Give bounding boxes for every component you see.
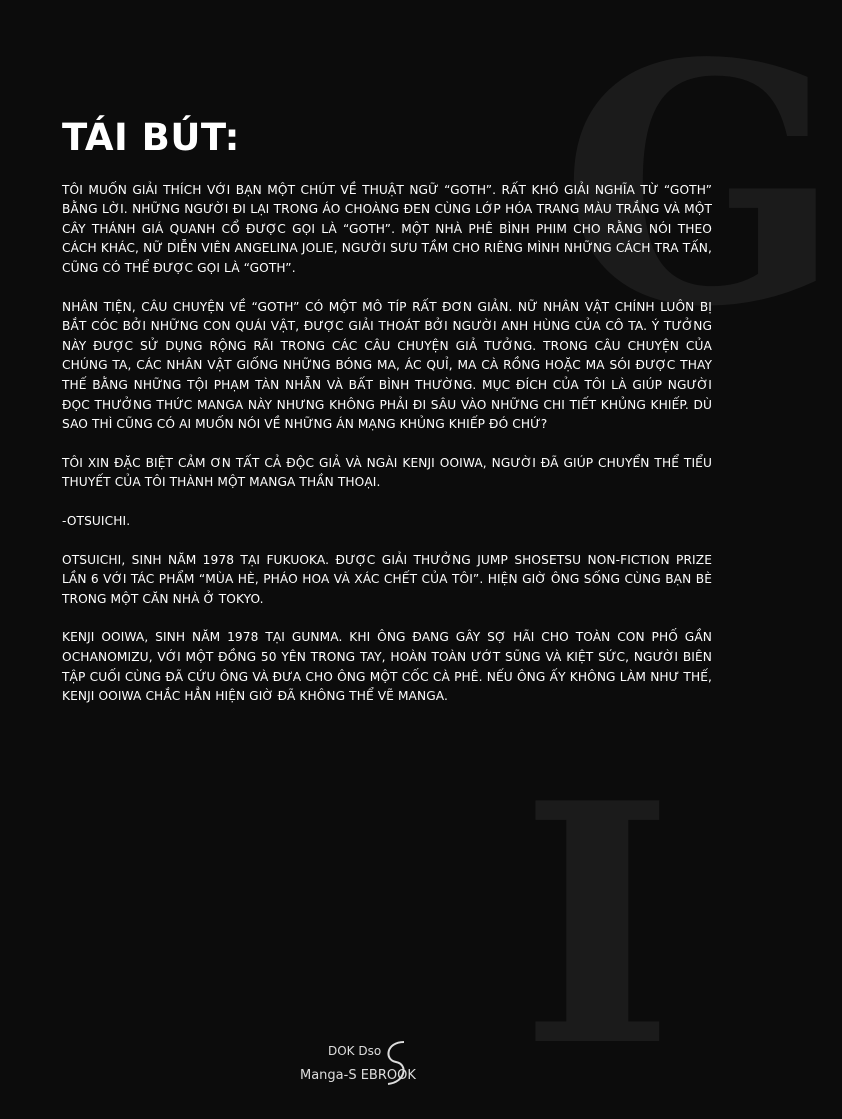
background-watermark-bottom: I <box>520 731 675 1119</box>
postscript-content <box>62 118 712 726</box>
paragraph-otsuichi-bio: OTSUICHI, SINH NĂM 1978 TẠI FUKUOKA. ĐƯỢC GIẢI THƯỞNG JUMP SHOSETSU NON-FICTION PRIZE LẦN 6 VỚI TÁC PHẨM “MÙA HÈ, PHÁO HOA VÀ XÁC CHẾT CỦA TÔI”. HIỆN GIỜ ÔNG SỐNG CÙNG BẠN BÈ TRONG MỘT CĂN NHÀ Ở TOKYO. <box>62 552 712 606</box>
background-watermark-top: G <box>560 0 842 379</box>
credit-line-1: DOK Dso <box>328 1044 382 1058</box>
paragraph-thanks: TÔI XIN ĐẶC BIỆT CẢM ƠN TẤT CẢ ĐỘC GIẢ VÀ NGÀI KENJI OOIWA, NGƯỜI ĐÃ GIÚP CHUYỂN THỂ TIỂU THUYẾT CỦA TÔI THÀNH MỘT MANGA THẦN THOẠI. <box>62 455 712 490</box>
credit-line-2: Manga-S EBROOK <box>300 1068 416 1083</box>
paragraph-goth-definition: TÔI MUỐN GIẢI THÍCH VỚI BẠN MỘT CHÚT VỀ THUẬT NGỮ “GOTH”. RẤT KHÓ GIẢI NGHĨA TỪ “GOTH” BẰNG LỜI. NHỮNG NGƯỜI ĐI LẠI TRONG ÁO CHOÀNG ĐEN CÙNG LỚP HÓA TRANG MÀU TRẮNG VÀ MỘT CÂY THÁNH GIÁ QUANH CỔ ĐƯỢC GỌI LÀ “GOTH”. MỘT NHÀ PHÊ BÌNH PHIM CHO RẰNG NÓI THEO CÁCH KHÁC, NỮ DIỄN VIÊN ANGELINA JOLIE, NGƯỜI SƯU TẦM CHO RIÊNG MÌNH NHỮNG CÁCH TRA TẤN, CŨNG CÓ THỂ ĐƯỢC GỌI LÀ “GOTH”. <box>62 182 712 276</box>
paragraph-ooiwa-bio: KENJI OOIWA, SINH NĂM 1978 TẠI GUNMA. KHI ÔNG ĐANG GÂY SỢ HÃI CHO TOÀN CON PHỐ GẦN OCHANOMIZU, VỚI MỘT ĐỒNG 50 YÊN TRONG TAY, HOÀN TOÀN ƯỚT SŨNG VÀ KIỆT SỨC, NGƯỜI BIÊN TẬP CUỐI CÙNG ĐÃ CỨU ÔNG VÀ ĐƯA CHO ÔNG MỘT CỐC CÀ PHÊ. NẾU ÔNG ẤY KHÔNG LÀM NHƯ THẾ, KENJI OOIWA CHẮC HẲN HIỆN GIỜ ĐÃ KHÔNG THỂ VẼ MANGA. <box>62 630 712 704</box>
page-title: TÁI BÚT: <box>62 116 240 159</box>
scanlation-credit-logo <box>300 1038 500 1090</box>
author-signature: -OTSUICHI. <box>62 514 131 528</box>
paragraph-goth-story: NHÂN TIỆN, CÂU CHUYỆN VỀ “GOTH” CÓ MỘT MÔ TÍP RẤT ĐƠN GIẢN. NỮ NHÂN VẬT CHÍNH LUÔN BỊ BẮT CÓC BỞI NHỮNG CON QUÁI VẬT, ĐƯỢC GIẢI THOÁT BỞI NGƯỜI ANH HÙNG CỦA CÔ TA. Ý TƯỞNG NÀY ĐƯỢC SỬ DỤNG RỘNG RÃI TRONG CÁC CÂU CHUYỆN GIẢ TƯỞNG. TRONG CÂU CHUYỆN CỦA CHÚNG TA, CÁC NHÂN VẬT GIỐNG NHỮNG BÓNG MA, ÁC QUỈ, MA CÀ RỒNG HOẶC MA SÓI ĐƯỢC THAY THẾ BẰNG NHỮNG TỘI PHẠM TÀN NHẪN VÀ BẤT BÌNH THƯỜNG. MỤC ĐÍCH CỦA TÔI LÀ GIÚP NGƯỜI ĐỌC THƯỞNG THỨC MANGA NÀY NHƯNG KHÔNG PHẢI ĐI SÂU VÀO NHỮNG CHI TIẾT KHỦNG KHIẾP. DÙ SAO THÌ CŨNG CÓ AI MUỐN NÓI VỀ NHỮNG ÁN MẠNG KHỦNG KHIẾP ĐÓ CHỨ? <box>62 299 712 432</box>
